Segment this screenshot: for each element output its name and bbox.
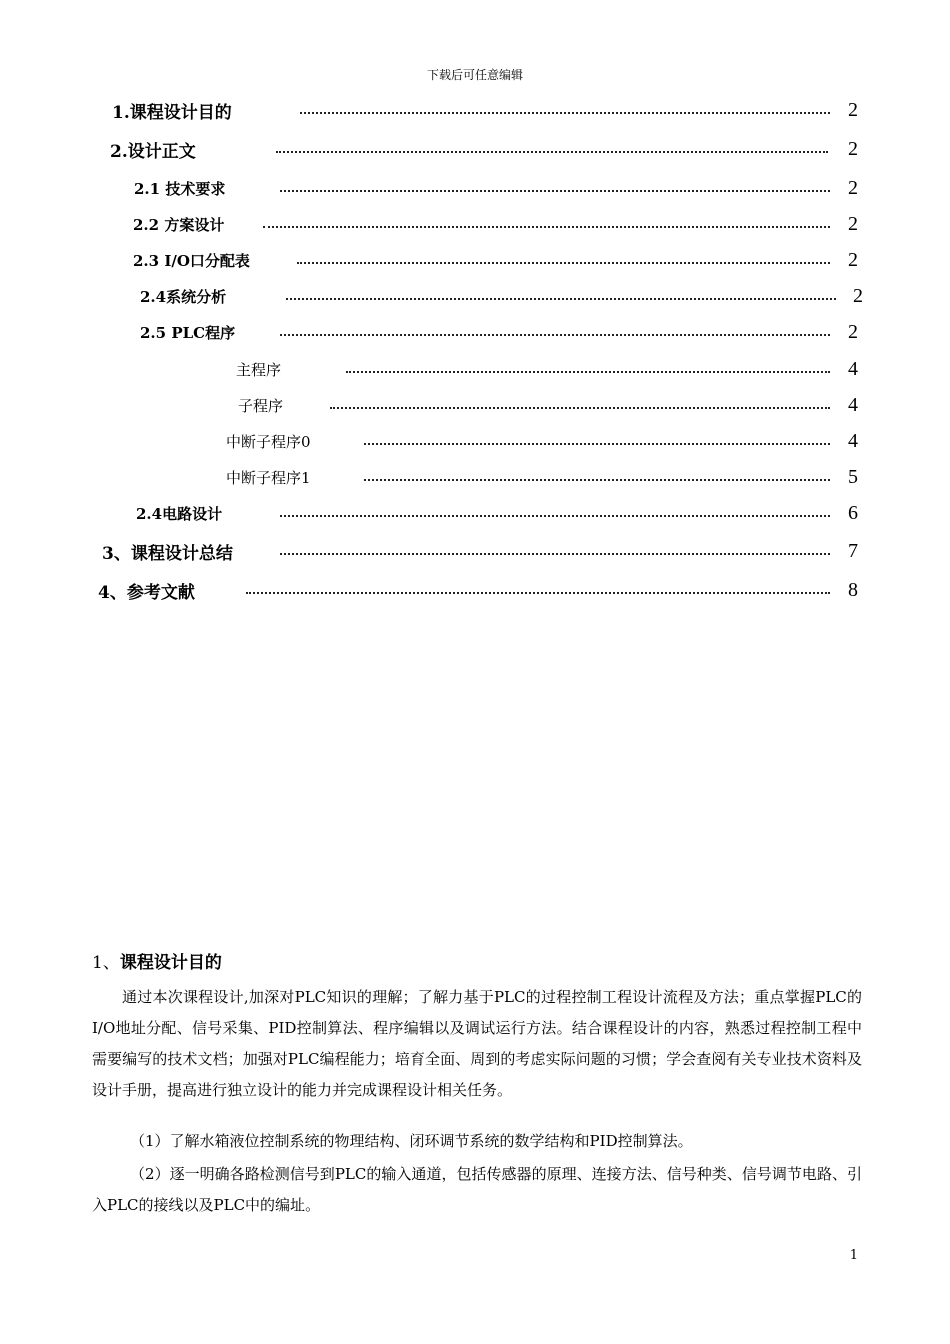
toc-entry-page: 2 [848,137,858,160]
toc-entry[interactable] [102,537,862,565]
toc-leader-dots [280,553,830,555]
toc-entry[interactable] [133,246,863,274]
toc-entry-label: 3、课程设计总结 [102,543,233,564]
section-title: 课程设计目的 [119,953,222,973]
toc-entry[interactable] [134,174,864,202]
toc-entry-label: 中断子程序0 [226,432,311,451]
toc-entry-page: 4 [848,357,858,380]
toc-entry-page: 8 [848,578,858,601]
toc-entry-page: 2 [848,320,858,343]
toc-leader-dots [286,298,836,300]
toc-entry-label: 子程序 [238,396,284,415]
body-paragraph: （1）了解水箱液位控制系统的物理结构、闭环调节系统的数学结构和PID控制算法。 [130,1132,693,1150]
toc-entry-label: 中断子程序1 [226,468,311,487]
toc-entry[interactable] [140,318,870,346]
toc-leader-dots [364,479,830,481]
toc-entry-label: 2.1 技术要求 [134,179,226,198]
toc-leader-dots [280,334,830,336]
toc-entry-label: 1.课程设计目的 [112,102,232,123]
toc-leader-dots [330,407,830,409]
toc-entry[interactable] [98,576,862,604]
toc-entry-page: 2 [853,284,863,307]
toc-leader-dots [300,112,830,114]
toc-leader-dots [276,151,828,153]
toc-leader-dots [364,443,830,445]
toc-entry[interactable] [136,499,866,527]
toc-entry[interactable] [112,96,862,124]
toc-entry[interactable] [140,282,870,310]
toc-leader-dots [346,371,830,373]
toc-entry-page: 2 [848,98,858,121]
toc-entry-page: 2 [848,248,858,271]
toc-entry-page: 4 [848,393,858,416]
toc-entry[interactable] [110,135,860,163]
toc-entry-label: 2.设计正文 [110,141,196,162]
page-number: 1 [849,1248,858,1263]
toc-entry[interactable] [238,391,868,419]
toc-entry-page: 5 [848,465,858,488]
toc-leader-dots [246,592,830,594]
page-header: 下载后可任意编辑 [426,68,523,82]
toc-entry-label: 2.3 I/O口分配表 [133,251,250,270]
toc-entry[interactable] [226,427,866,455]
toc-entry-page: 7 [848,539,858,562]
toc-entry[interactable] [226,463,866,491]
toc-entry-label: 4、参考文献 [98,582,195,603]
toc-entry-page: 2 [848,212,858,235]
toc-entry-page: 6 [848,501,858,524]
toc-leader-dots [280,515,830,517]
toc-leader-dots [263,226,830,228]
body-paragraph: 通过本次课程设计,加深对PLC知识的理解；了解力基于PLC的过程控制工程设计流程及方法；重点掌握PLC的I/O地址分配、信号采集、PID控制算法、程序编辑以及调试运行方法。结合课程设计的内容，熟悉过程控制工程中需要编写的技术文档；加强对PLC编程能力；培育全面、周到的考虑实际问题的习惯；学会查阅有关专业技术资料及设计手册，提高进行独立设计的能力并完成课程设计相关任务。 [92,988,862,1099]
toc-entry[interactable] [236,355,866,383]
body-paragraph: （2）逐一明确各路检测信号到PLC的输入通道，包括传感器的原理、连接方法、信号种类、信号调节电路、引入PLC的接线以及PLC中的编址。 [92,1165,862,1214]
toc-entry-page: 4 [848,429,858,452]
toc-entry-label: 主程序 [236,360,282,379]
section-heading [92,948,222,973]
toc-entry[interactable] [133,210,863,238]
toc-entry-label: 2.4系统分析 [140,287,227,306]
toc-leader-dots [280,190,830,192]
toc-entry-label: 2.5 PLC程序 [140,323,236,342]
toc-leader-dots [297,262,830,264]
toc-entry-page: 2 [848,176,858,199]
toc-entry-label: 2.2 方案设计 [133,215,225,234]
section-number: 1、 [92,953,120,973]
toc-entry-label: 2.4电路设计 [136,504,223,523]
